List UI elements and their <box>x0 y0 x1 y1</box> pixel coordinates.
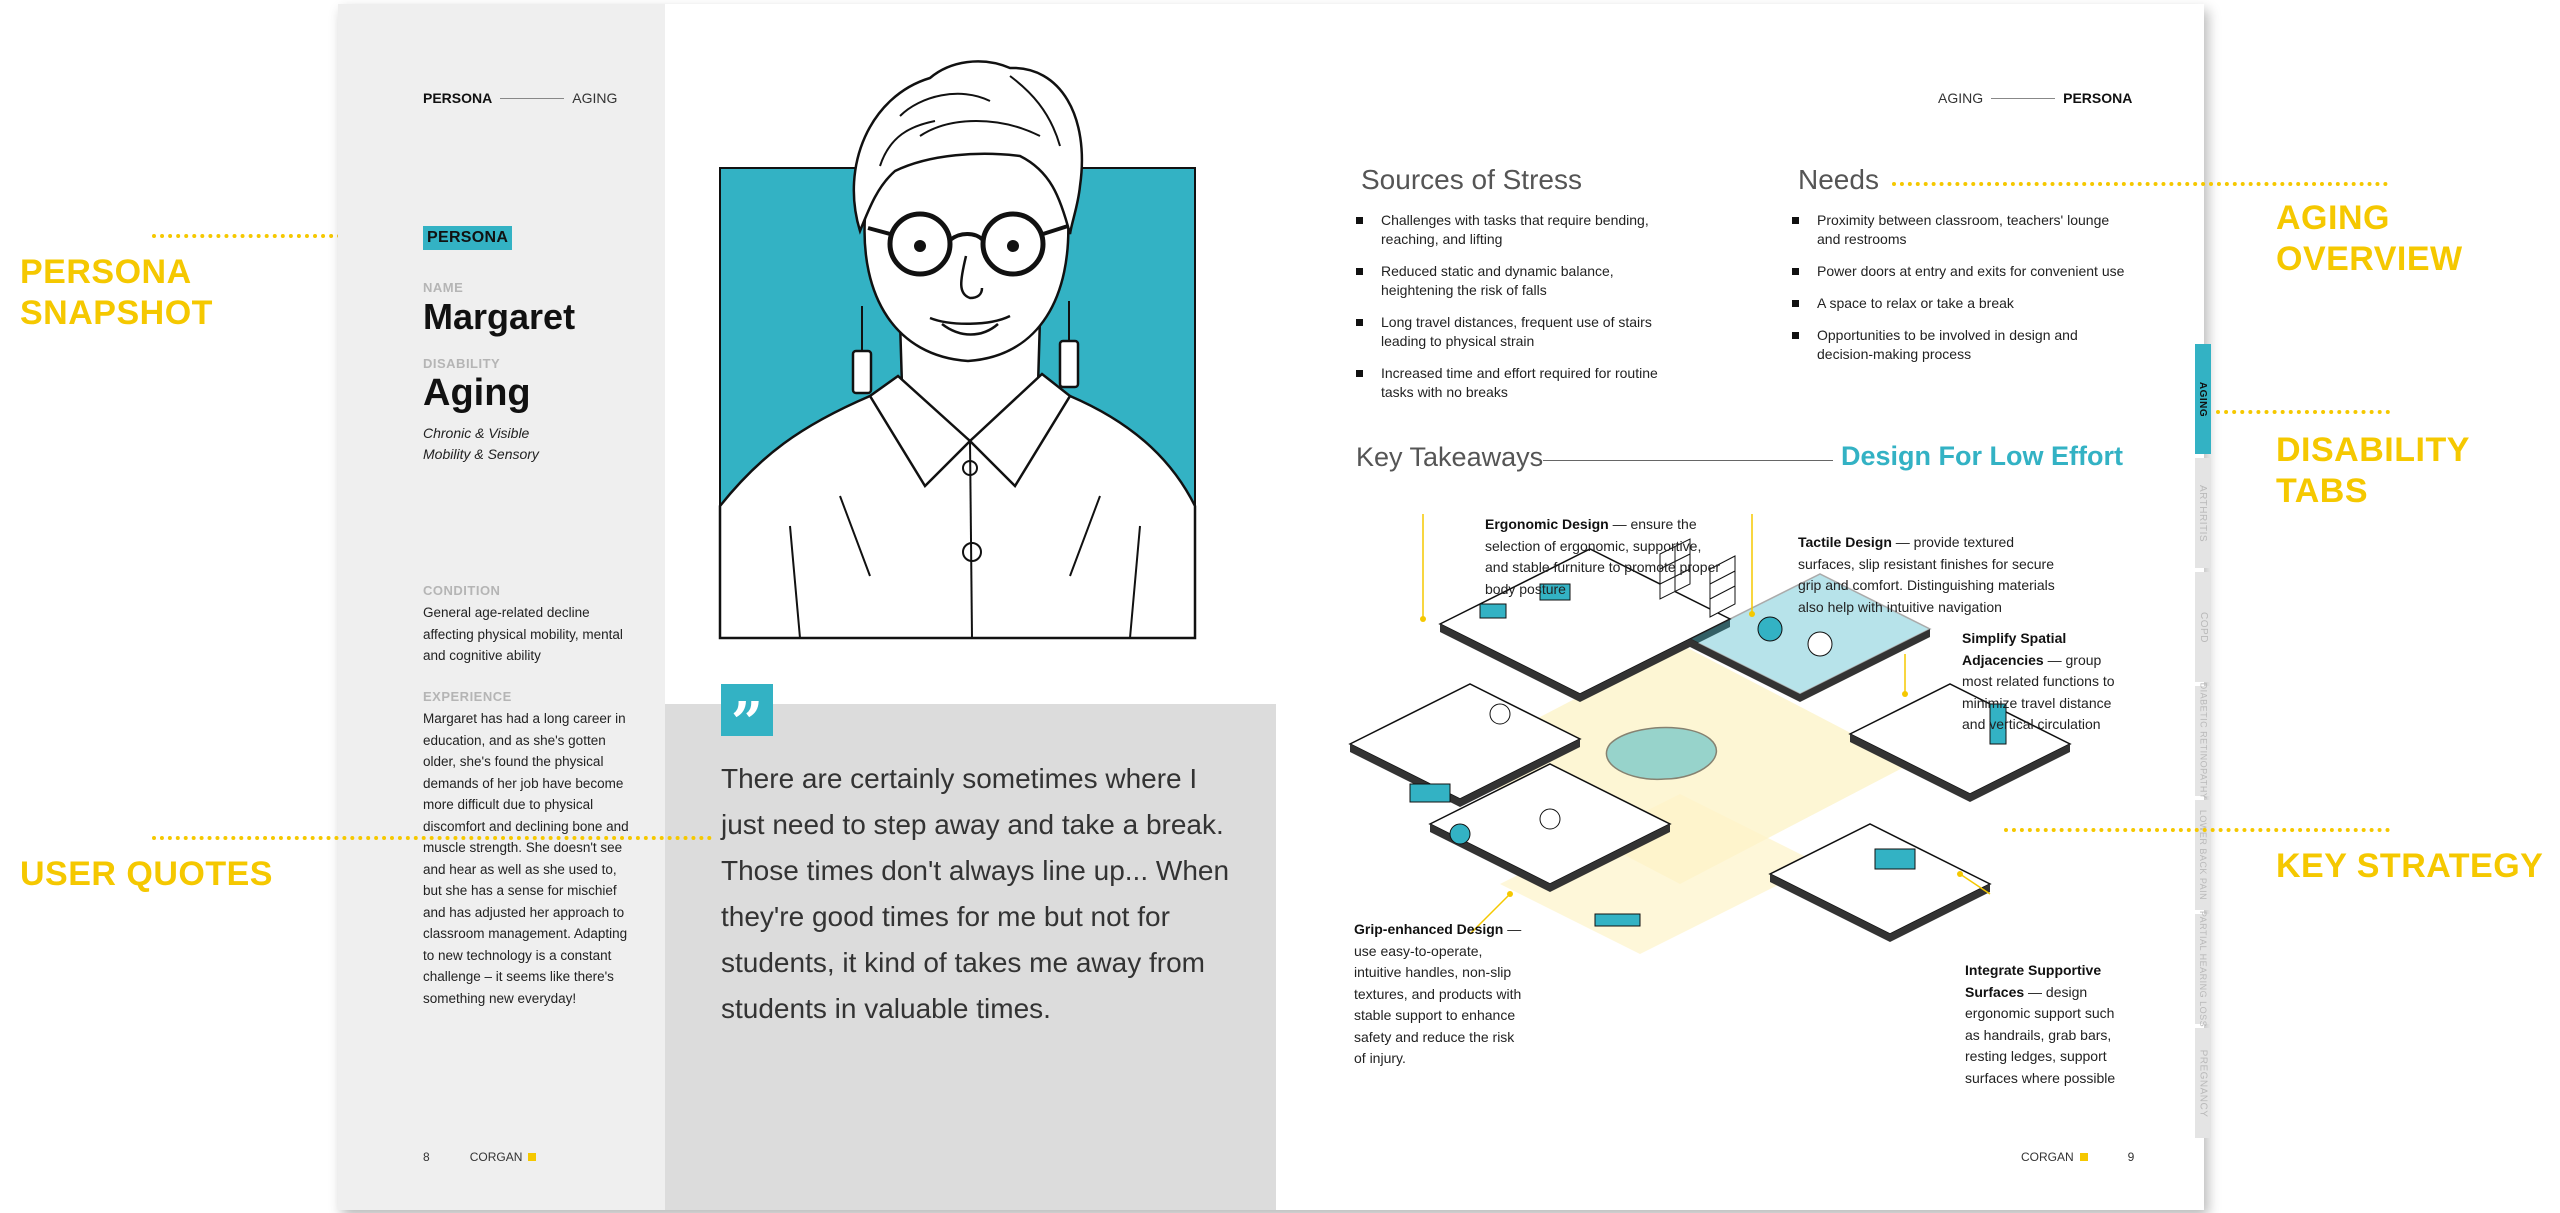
annotation-user-quotes: USER QUOTES <box>20 855 273 893</box>
callout-grip-text: — use easy-to-operate, intuitive handles, non-slip textures, and products with stable support to enhance safety and reduce the risk of injury. <box>1354 921 1522 1066</box>
iso-furniture-3 <box>1410 784 1450 802</box>
quote-mark-icon: ” <box>721 684 773 736</box>
tab-label: AGING <box>2197 381 2209 417</box>
portrait-eye-left <box>914 240 926 252</box>
list-item: Proximity between classroom, teachers' lounge and restrooms <box>1789 211 2134 249</box>
iso-furniture-6 <box>1595 914 1640 926</box>
brand-square-right <box>2080 1153 2088 1161</box>
running-head-first: PERSONA <box>423 90 493 106</box>
iso-furniture-4 <box>1875 849 1915 869</box>
callout-ergonomic <box>1485 514 1727 600</box>
experience-text: Margaret has had a long career in education, and as she's gotten older, she's found the physical demands of her job have become more difficult due to physical discomfort and declining bone and muscle strength. She doesn't see and hear as well as she used to, but she has a sense for mischief and has adjusted her approach to classroom management. Adapting to new technology is a constant challenge – it seems like there's something new everyday! <box>423 711 629 1006</box>
iso-leader-dot-4 <box>1507 891 1513 897</box>
right-folio <box>2021 1150 2134 1164</box>
annotation-aging-overview: AGING OVERVIEW <box>2276 199 2463 278</box>
tab-aging[interactable] <box>2195 344 2211 454</box>
page-number-left: 8 <box>423 1150 430 1164</box>
iso-leader-dot-5 <box>1957 871 1963 877</box>
running-head-right-second: PERSONA <box>2063 90 2133 106</box>
iso-leader-dot-2 <box>1749 611 1755 617</box>
running-head-right-first: AGING <box>1938 90 1984 106</box>
iso-platform-bottom-right <box>1770 824 1990 934</box>
key-strategy-title: Design For Low Effort <box>1841 441 2123 471</box>
list-item: Challenges with tasks that require bending, reaching, and lifting <box>1353 211 1675 249</box>
tab-label: PARTIAL HEARING LOSS <box>2198 910 2208 1028</box>
list-item: Opportunities to be involved in design and decision-making process <box>1789 326 2134 364</box>
annotation-disability-tabs: DISABILITY TABS <box>2276 431 2470 510</box>
callout-tactile-text: — provide textured surfaces, slip resistant finishes for secure grip and comfort. Distinguishing materials also help with intuitive navigation <box>1798 534 2055 615</box>
leader-disability-tabs <box>2216 410 2390 414</box>
list-item: Power doors at entry and exits for convenient use <box>1789 262 2134 281</box>
brand-square-left <box>528 1153 536 1161</box>
tab-label: PREGNANCY <box>2197 1049 2209 1117</box>
tab-copd[interactable] <box>2195 572 2211 682</box>
condition-text: General age-related decline affecting physical mobility, mental and cognitive ability <box>423 605 623 663</box>
annotation-persona-snapshot: PERSONA SNAPSHOT <box>20 253 213 332</box>
running-head-second: AGING <box>572 90 618 106</box>
callout-grip-title: Grip-enhanced Design <box>1354 921 1504 937</box>
iso-table-5 <box>1450 824 1470 844</box>
callout-ergonomic-title: Ergonomic Design <box>1485 516 1609 532</box>
callout-supportive <box>1965 960 2125 1089</box>
disability-label: DISABILITY <box>423 356 501 371</box>
sources-list <box>1353 211 1675 415</box>
leader-user-quotes <box>152 836 712 840</box>
iso-table-3 <box>1490 704 1510 724</box>
callout-tactile-title: Tactile Design <box>1798 534 1892 550</box>
experience-label: EXPERIENCE <box>423 689 512 704</box>
callout-tactile <box>1798 532 2060 618</box>
list-item: A space to relax or take a break <box>1789 294 2134 313</box>
portrait-eye-right <box>1007 240 1019 252</box>
tab-label: DIABETIC RETINOPATHY <box>2198 682 2208 800</box>
tab-label: COPD <box>2197 611 2209 643</box>
iso-furniture-1 <box>1480 604 1506 618</box>
needs-list <box>1789 211 2134 377</box>
brand-left: CORGAN <box>469 1150 523 1164</box>
running-head-right-rule <box>1991 98 2055 99</box>
callout-grip <box>1354 919 1524 1070</box>
callout-spatial-text: — group most related functions to minimize travel distance and vertical circulation <box>1962 651 2115 732</box>
portrait-earring-left <box>853 351 871 393</box>
left-running-head <box>423 90 617 106</box>
tab-label: ARTHRITIS <box>2197 484 2209 542</box>
name-label: NAME <box>423 280 464 295</box>
iso-table-4 <box>1540 809 1560 829</box>
iso-leader-dot-1 <box>1420 616 1426 622</box>
portrait-earring-right <box>1060 341 1078 387</box>
iso-leader-dot-3 <box>1902 691 1908 697</box>
leader-key-strategy <box>2004 828 2390 832</box>
persona-tag: PERSONA <box>423 226 512 250</box>
brand-right: CORGAN <box>2021 1150 2074 1164</box>
sources-of-stress-title: Sources of Stress <box>1361 164 1582 195</box>
key-takeaways-rule <box>1543 460 1833 461</box>
tab-label: LOWER BACK PAIN <box>2198 809 2209 901</box>
list-item: Increased time and effort required for routine tasks with no breaks <box>1353 364 1675 402</box>
disability-subtext: Chronic & Visible Mobility & Sensory <box>423 425 539 462</box>
callout-spatial-title: Simplify Spatial Adjacencies <box>1962 630 2067 668</box>
tab-diabetic-retinopathy[interactable] <box>2195 682 2211 800</box>
running-head-rule <box>500 98 564 99</box>
iso-table-2 <box>1808 632 1832 656</box>
page-number-right: 9 <box>2127 1150 2135 1164</box>
list-item: Long travel distances, frequent use of stairs leading to physical strain <box>1353 313 1675 351</box>
tab-pregnancy[interactable] <box>2195 1028 2211 1138</box>
left-folio <box>423 1150 536 1164</box>
needs-title: Needs <box>1798 164 1879 195</box>
tab-lower-back-pain[interactable] <box>2195 800 2211 910</box>
callout-supportive-text: — design ergonomic support such as handrails, grab bars, resting ledges, support surfaces where possible <box>1965 983 2116 1086</box>
leader-aging-overview <box>1892 182 2388 186</box>
key-takeaways-title: Key Takeaways <box>1356 442 1544 472</box>
callout-spatial <box>1962 628 2127 736</box>
disability-value: Aging <box>423 372 531 414</box>
persona-name: Margaret <box>423 296 576 337</box>
tab-partial-hearing-loss[interactable] <box>2195 910 2211 1028</box>
tab-arthritis[interactable] <box>2195 458 2211 568</box>
iso-table-1 <box>1758 617 1782 641</box>
user-quote: There are certainly sometimes where I just need to step away and take a break. Those times don't always line up... When they're good times for me but not for students, it kind of takes me away from students in valuable times. <box>721 763 1230 1024</box>
condition-label: CONDITION <box>423 583 501 598</box>
annotation-key-strategy: KEY STRATEGY <box>2276 847 2544 885</box>
persona-portrait <box>720 56 1198 642</box>
right-running-head <box>1938 90 2132 106</box>
callout-supportive-title: Integrate Supportive Surfaces <box>1965 962 2102 1000</box>
iso-central-pool <box>1606 728 1716 780</box>
callout-ergonomic-text: — ensure the selection of ergonomic, supportive, and stable furniture to promote proper body posture <box>1485 516 1721 597</box>
list-item: Reduced static and dynamic balance, heightening the risk of falls <box>1353 262 1675 300</box>
